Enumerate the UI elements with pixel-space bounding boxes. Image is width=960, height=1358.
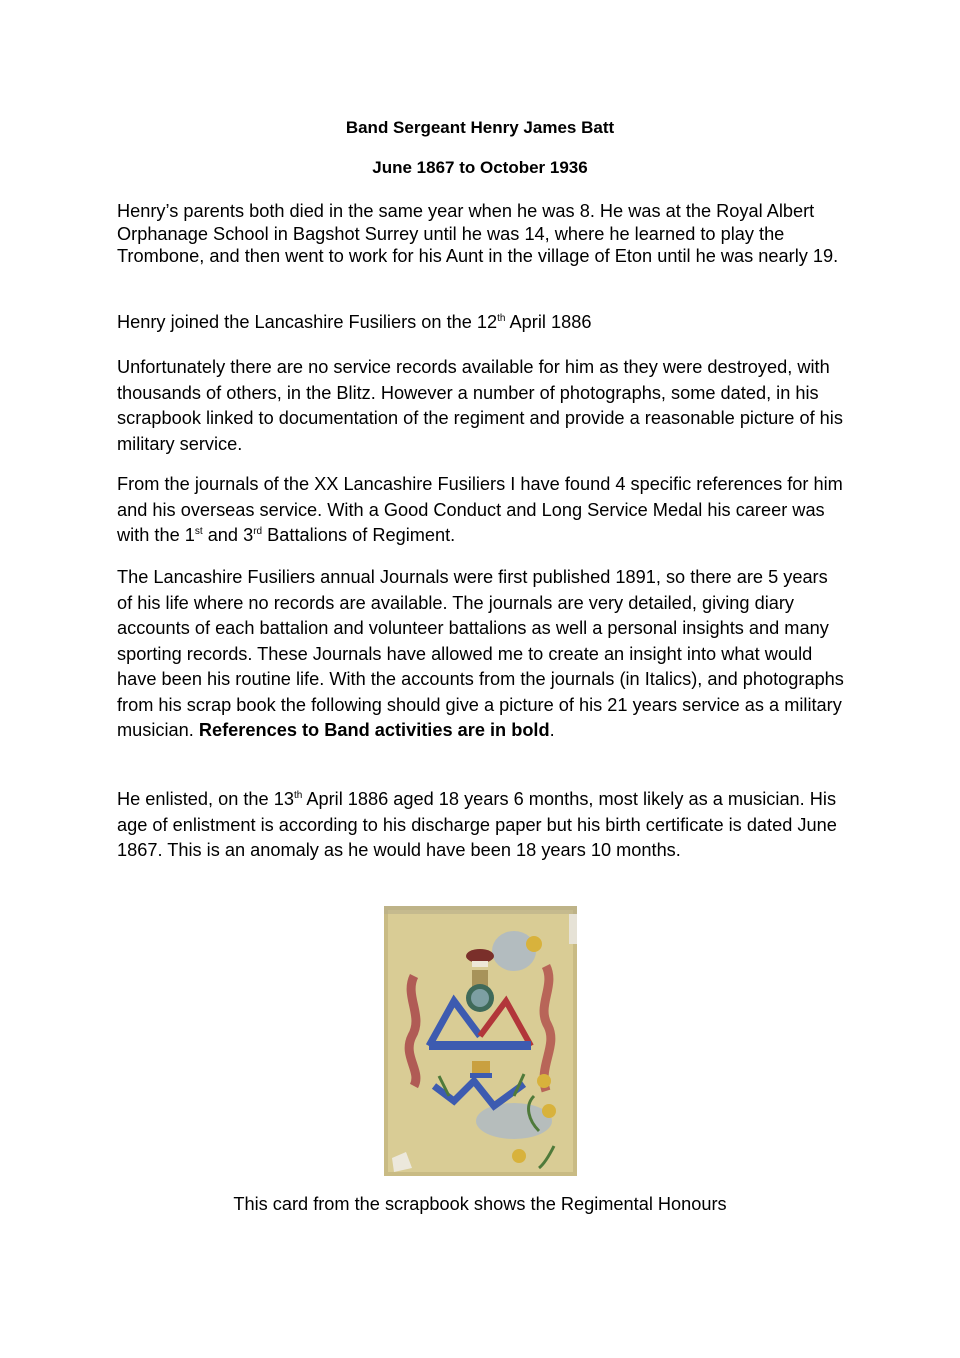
text-run: From the journals of the XX Lancashire Fusiliers I have found 4 specific references for him and his overseas service. With a Good Conduct and Long Service Medal his career was with the 1 [117,474,843,545]
paragraph-journals-references [117,472,847,549]
text-run: April 1886 aged 18 years 6 months, most likely as a musician. His age of enlistment is according to his discharge paper but his birth certificate is dated June 1867. This is an anomaly as he would have been 18 years 10 months. [117,789,837,860]
text-run: Henry joined the Lancashire Fusiliers on the 12 [117,312,498,332]
paragraph-annual-journals [117,565,847,744]
paragraph-early-life: Henry’s parents both died in the same year when he was 8. He was at the Royal Albert Orphanage School in Bagshot Surrey until he was 14, where he learned to play the Trombone, and then went to work for his Aunt in the village of Eton until he was nearly 19. [117,201,839,266]
card-corner-tear [569,914,577,944]
flower-yellow [512,1149,526,1163]
superscript: th [497,313,506,324]
crown-icon [466,949,494,963]
text-run: April 1886 [505,312,592,332]
scrapbook-card-photo [384,906,577,1176]
superscript: rd [253,526,263,537]
honours-scroll-left [409,976,416,1086]
text-run: The Lancashire Fusiliers annual Journals were first published 1891, so there are 5 years of his life where no records are available. The journals are very detailed, giving diary accounts of each battalion and volunteer battalions as well a personal insights and many sporting records. These Journals have allowed me to create an insight into what would have been his routine life. With the accounts from the journals (in Italics), and photographs from his scrap book the following should give a picture of his 21 years service as a military musician. [117,567,844,740]
superscript: st [194,526,203,537]
document-title: Band Sergeant Henry James Batt [345,118,615,137]
pale-flower-spray [476,1103,552,1139]
regimental-honours-card-image [384,906,577,1176]
badge-inner [471,989,489,1007]
document-subtitle: June 1867 to October 1936 [372,158,588,177]
pale-flower-spray [492,931,536,971]
flower-yellow [526,936,542,952]
card-top-shadow [384,906,577,914]
ribbon-bar [429,1041,531,1050]
small-badge [472,1061,490,1073]
text-run: . [549,720,555,740]
paragraph-joined [117,310,847,336]
paragraph-service-records: Unfortunately there are no service records available for him as they were destroyed, with thousands of others, in the Blitz. However a number of photographs, some dated, in his scrapbook linked to documentation of the regiment and provide a reasonable picture of his military service. [117,357,843,454]
text-run: and 3 [202,525,254,545]
figure-caption: This card from the scrapbook shows the Regimental Honours [233,1194,727,1214]
flower-yellow [537,1074,551,1088]
crown-band [472,961,488,967]
bold-text-run: References to Band activities are in bold [198,720,550,740]
flower-yellow [542,1104,556,1118]
text-run: He enlisted, on the 13 [117,789,294,809]
text-run: Battalions of Regiment. [262,525,456,545]
paragraph-enlisted [117,787,847,864]
superscript: th [293,790,303,801]
